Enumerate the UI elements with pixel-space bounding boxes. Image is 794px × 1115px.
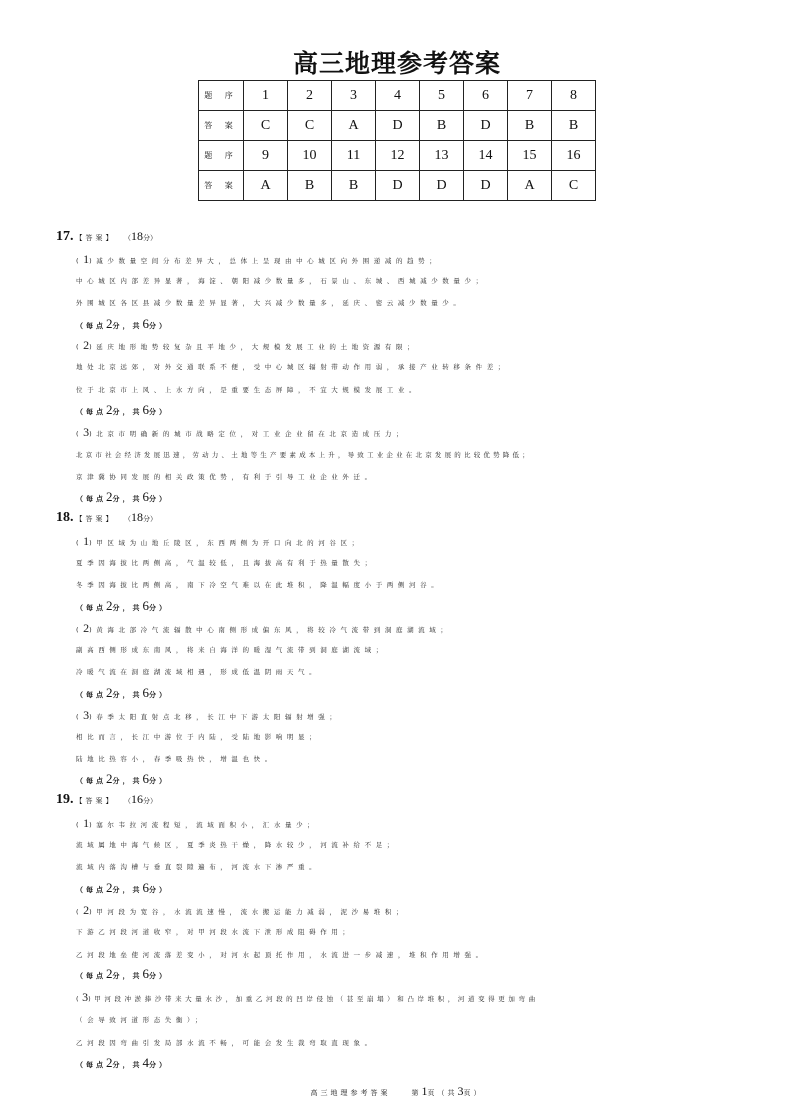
scoring-label: （每点: [76, 495, 106, 503]
table-cell: B: [552, 111, 596, 141]
footer-page-mid: 页（共: [427, 1089, 458, 1097]
answer-text: 北京市明确新的城市战略定位，对工业企业留在北京造成压力；: [96, 430, 408, 438]
scoring-label: 分，共: [112, 972, 143, 980]
scoring-total: 6: [142, 402, 149, 417]
answer-line: (1)减少数量空间分布差异大，总体上呈现由中心城区向外围递减的趋势；: [76, 252, 441, 266]
scoring-end: 分）: [149, 322, 169, 330]
footer-page-number: 1: [421, 1084, 428, 1098]
table-cell: 3: [332, 81, 376, 111]
table-cell: 12: [376, 141, 420, 171]
scoring-end: 分）: [149, 972, 169, 980]
scoring-label: （每点: [76, 886, 106, 894]
scoring-end: 分）: [149, 495, 169, 503]
scoring-total: 6: [142, 489, 149, 504]
table-row: [199, 81, 596, 111]
answer-text: 甲河段为宽谷，水流流速慢，流水搬运能力减弱，泥沙易堆积；: [96, 908, 408, 916]
points-value: 18: [131, 229, 143, 243]
table-cell: D: [420, 171, 464, 201]
scoring-note: [76, 402, 169, 418]
sub-number: 2: [83, 338, 90, 352]
question-number: 19.: [56, 792, 74, 807]
answer-line: (2)黄海北部冷气流辐散中心南侧形成偏东风，将较冷气流带到洞庭湖流域；: [76, 621, 452, 635]
table-cell: 9: [244, 141, 288, 171]
answer-line: 下游乙河段河道收窄，对甲河段水流下泄形成阻碍作用；: [76, 928, 354, 936]
sub-number: 3: [83, 425, 90, 439]
row-label: 题 序: [199, 141, 244, 171]
table-cell: A: [508, 171, 552, 201]
scoring-end: 分）: [149, 886, 169, 894]
question-points: （18分）: [127, 229, 157, 243]
footer-label: 高三地理参考答案: [310, 1089, 391, 1097]
sub-number: 1: [83, 252, 90, 266]
answer-line: （会导致河道形态失衡）；: [76, 1016, 206, 1024]
table-cell: 1: [244, 81, 288, 111]
table-cell: 13: [420, 141, 464, 171]
answer-text: 塞尔韦拉河流程短，流域面积小，汇水量少；: [96, 821, 319, 829]
answer-line: (1)甲区域为山地丘陵区，东西两侧为开口向北的河谷区；: [76, 534, 363, 548]
answer-line: 地处北京远郊，对外交通联系不便，受中心城区辐射带动作用弱，承接产业转移条件差；: [76, 363, 509, 371]
points-value: 18: [131, 510, 143, 524]
scoring-points: 2: [106, 1055, 113, 1070]
question-points: （16分）: [127, 792, 157, 806]
answer-line: 京津冀协同发展的相关政策优势，有利于引导工业企业外迁。: [76, 473, 376, 481]
scoring-points: 2: [106, 598, 113, 613]
table-cell: 15: [508, 141, 552, 171]
answer-line: 流域属地中海气候区，夏季炎热干燥，降水较少，河流补给不足；: [76, 841, 398, 849]
scoring-note: [76, 598, 169, 614]
scoring-points: 2: [106, 402, 113, 417]
question-points: （18分）: [127, 510, 157, 524]
answer-text: 甲区域为山地丘陵区，东西两侧为开口向北的河谷区；: [96, 539, 363, 547]
scoring-label: 分，共: [112, 604, 143, 612]
footer-page-prefix: 第: [411, 1089, 422, 1097]
table-cell: A: [332, 111, 376, 141]
row-label: 题 序: [199, 81, 244, 111]
scoring-total: 6: [142, 966, 149, 981]
row-label: 答 案: [199, 171, 244, 201]
scoring-note: [76, 316, 169, 332]
scoring-label: 分，共: [112, 495, 143, 503]
table-cell: C: [552, 171, 596, 201]
table-cell: 10: [288, 141, 332, 171]
sub-number: 3: [82, 990, 89, 1004]
scoring-end: 分）: [149, 691, 169, 699]
points-unit: 分: [143, 515, 150, 523]
answer-tag: 【答案】: [75, 234, 116, 242]
table-cell: 16: [552, 141, 596, 171]
page-title: 高三地理参考答案: [292, 49, 501, 78]
scoring-label: 分，共: [112, 886, 143, 894]
table-row: [199, 141, 596, 171]
scoring-label: 分，共: [112, 691, 143, 699]
answer-line: 乙河段因弯曲引发局部水流不畅，可能会发生裁弯取直现象。: [76, 1039, 376, 1047]
answer-text: 减少数量空间分布差异大，总体上呈现由中心城区向外围递减的趋势；: [96, 257, 441, 265]
answer-line: (2)延庆地形地势较复杂且平地少，大规模发展工业的土地资源有限；: [76, 338, 419, 352]
footer-page-total: 3: [457, 1084, 464, 1098]
question-number: 18.: [56, 510, 74, 525]
points-value: 16: [131, 792, 143, 806]
question-17-header: [56, 229, 157, 245]
answer-line: 位于北京市上风、上水方向，是重要生态屏障，不宜大规模发展工业。: [76, 386, 421, 394]
table-cell: B: [288, 171, 332, 201]
scoring-end: 分）: [149, 604, 169, 612]
scoring-label: （每点: [76, 972, 106, 980]
question-18-header: [56, 510, 157, 526]
sub-number: 2: [83, 621, 90, 635]
scoring-label: （每点: [76, 408, 106, 416]
scoring-points: 2: [106, 316, 113, 331]
table-cell: C: [288, 111, 332, 141]
table-cell: C: [244, 111, 288, 141]
scoring-note: [76, 685, 169, 701]
scoring-label: （每点: [76, 1061, 106, 1069]
sub-number: 1: [83, 816, 90, 830]
table-cell: A: [244, 171, 288, 201]
scoring-note: [76, 880, 169, 896]
table-cell: D: [376, 111, 420, 141]
table-cell: 5: [420, 81, 464, 111]
answer-line: (3)春季太阳直射点北移，长江中下游太阳辐射增强；: [76, 708, 341, 722]
question-number: 17.: [56, 229, 74, 244]
question-19-header: [56, 792, 157, 808]
table-cell: 2: [288, 81, 332, 111]
answer-line: 北京市社会经济发展迅速，劳动力、土地等生产要素成本上升，导致工业企业在北京发展的比较优势降低；: [76, 451, 532, 459]
table-cell: 14: [464, 141, 508, 171]
page-footer: [0, 1084, 794, 1099]
answer-text: 黄海北部冷气流辐散中心南侧形成偏东风，将较冷气流带到洞庭湖流域；: [96, 626, 452, 634]
scoring-label: 分，共: [112, 777, 143, 785]
table-cell: 8: [552, 81, 596, 111]
answer-line: 冬季因海拔比两侧高，南下冷空气难以在此堆积，降温幅度小于两侧河谷。: [76, 581, 443, 589]
sub-number: 2: [83, 903, 90, 917]
scoring-end: 分）: [149, 408, 169, 416]
answer-line: 外围城区各区县减少数量差异显著，大兴减少数量多，延庆、密云减少数量少。: [76, 299, 465, 307]
table-row: [199, 171, 596, 201]
table-cell: B: [420, 111, 464, 141]
answer-tag: 【答案】: [75, 515, 116, 523]
scoring-end: 分）: [149, 1061, 169, 1069]
scoring-total: 6: [142, 685, 149, 700]
answer-text: 甲河段冲淤捧沙带来大量水沙，加重乙河段的凹岸侵蚀（甚至崩塌）和凸岸堆积，河道变得更加弯曲: [94, 995, 539, 1003]
answer-line: 陆地比热容小，春季吸热快，增温也快。: [76, 755, 276, 763]
answer-line: (2)甲河段为宽谷，水流流速慢，流水搬运能力减弱，泥沙易堆积；: [76, 903, 408, 917]
table-cell: 7: [508, 81, 552, 111]
answer-tag: 【答案】: [75, 797, 116, 805]
scoring-total: 6: [142, 598, 149, 613]
scoring-points: 2: [106, 880, 113, 895]
scoring-end: 分）: [149, 777, 169, 785]
table-cell: D: [464, 171, 508, 201]
scoring-label: 分，共: [112, 322, 143, 330]
table-cell: B: [508, 111, 552, 141]
table-cell: B: [332, 171, 376, 201]
answer-line: 冷暖气流在洞庭湖流域相遇，形成低温阴雨天气。: [76, 668, 321, 676]
scoring-points: 2: [106, 489, 113, 504]
sub-number: 1: [83, 534, 90, 548]
scoring-total: 4: [142, 1055, 149, 1070]
table-cell: 4: [376, 81, 420, 111]
answer-line: (3)甲河段冲淤捧沙带来大量水沙，加重乙河段的凹岸侵蚀（甚至崩塌）和凸岸堆积，河道变得更加弯曲: [76, 990, 539, 1004]
points-unit: 分: [143, 797, 150, 805]
table-cell: 6: [464, 81, 508, 111]
row-label: 答 案: [199, 111, 244, 141]
answer-line: 相比而言，长江中游位于内陆，受陆地影响明显；: [76, 733, 321, 741]
answer-text: 延庆地形地势较复杂且平地少，大规模发展工业的土地资源有限；: [96, 343, 419, 351]
scoring-label: （每点: [76, 691, 106, 699]
answer-line: 流域内落沟槽与垂直裂隙遍布，河流水下渗严重。: [76, 863, 321, 871]
scoring-label: （每点: [76, 777, 106, 785]
scoring-label: （每点: [76, 604, 106, 612]
scoring-total: 6: [142, 316, 149, 331]
table-cell: D: [464, 111, 508, 141]
answer-line: (1)塞尔韦拉河流程短，流域面积小，汇水量少；: [76, 816, 319, 830]
answer-line: 夏季因海拔比两侧高，气温较低，且海拔高有利于热量散失；: [76, 559, 376, 567]
answer-line: 副高西侧形成东南风，将来自海洋的暖湿气流带到洞庭湖流域；: [76, 646, 387, 654]
answer-text: 春季太阳直射点北移，长江中下游太阳辐射增强；: [96, 713, 341, 721]
scoring-total: 6: [142, 771, 149, 786]
scoring-note: [76, 489, 169, 505]
scoring-note: [76, 1055, 169, 1071]
footer-page-suffix: 页）: [463, 1089, 484, 1097]
scoring-label: 分，共: [112, 408, 143, 416]
scoring-note: [76, 771, 169, 787]
points-unit: 分: [143, 234, 150, 242]
sub-number: 3: [83, 708, 90, 722]
answer-line: 乙河段地垒使河流落差变小，对河水起顶托作用，水流进一步减速，堆积作用增强。: [76, 951, 487, 959]
scoring-points: 2: [106, 771, 113, 786]
scoring-label: （每点: [76, 322, 106, 330]
answer-table: [198, 80, 596, 201]
scoring-points: 2: [106, 966, 113, 981]
scoring-total: 6: [142, 880, 149, 895]
table-cell: 11: [332, 141, 376, 171]
table-cell: D: [376, 171, 420, 201]
answer-line: 中心城区内部差异显著，海淀、朝阳减少数量多，石景山、东城、西城减少数量少；: [76, 277, 487, 285]
answer-line: (3)北京市明确新的城市战略定位，对工业企业留在北京造成压力；: [76, 425, 408, 439]
table-row: [199, 111, 596, 141]
scoring-label: 分，共: [112, 1061, 143, 1069]
scoring-note: [76, 966, 169, 982]
scoring-points: 2: [106, 685, 113, 700]
